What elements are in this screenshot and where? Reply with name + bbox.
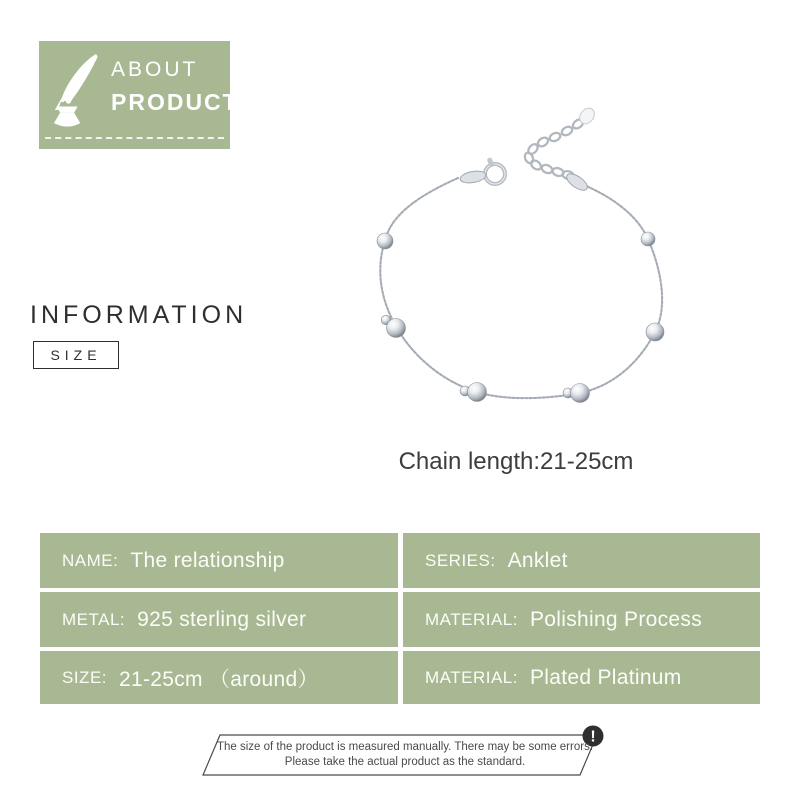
cell-value: 21-25cm （around） — [119, 667, 319, 691]
connector-left — [459, 169, 487, 184]
chain-loop — [380, 178, 662, 398]
chain-length-caption: Chain length:21-25cm — [398, 448, 634, 475]
table-cell-name — [40, 533, 398, 588]
cell-label: NAME: — [62, 550, 119, 570]
cell-value: 925 sterling silver — [137, 607, 307, 631]
quill-inkwell-icon — [47, 51, 103, 127]
table-cell-series — [403, 533, 760, 588]
disclaimer-text — [210, 740, 600, 770]
chain-beads — [377, 232, 664, 403]
about-product-badge — [39, 41, 239, 149]
badge-dashed-divider — [45, 137, 224, 139]
extender-tag — [577, 105, 598, 126]
cell-label: SIZE: — [62, 667, 108, 687]
connector-right — [564, 171, 590, 194]
table-cell-material-1 — [403, 592, 760, 647]
spec-table — [40, 533, 760, 704]
cell-label: SERIES: — [425, 550, 496, 570]
information-heading: INFORMATION — [30, 301, 248, 329]
cell-label: MATERIAL: — [425, 609, 518, 629]
product-photo-anklet — [230, 100, 700, 440]
cell-value: Polishing Process — [529, 607, 702, 631]
disclaimer-line-2: Please take the actual product as the standard. — [284, 756, 526, 768]
extender-chain — [523, 118, 584, 180]
clasp-spring-ring — [485, 157, 505, 184]
cell-label: METAL: — [62, 609, 126, 629]
cell-value: Plated Platinum — [529, 665, 682, 689]
disclaimer-line-1: The size of the product is measured manually. There may be some errors. — [216, 741, 594, 753]
cell-label: MATERIAL: — [425, 667, 518, 687]
exclamation-glyph: ! — [590, 728, 596, 746]
table-cell-size — [40, 651, 398, 704]
cell-value: The relationship — [130, 548, 285, 572]
badge-title-product: PRODUCT — [111, 89, 239, 115]
size-tag: SIZE — [33, 341, 119, 369]
table-cell-material-2 — [403, 651, 760, 704]
cell-value: Anklet — [507, 548, 568, 572]
badge-title-about: ABOUT — [111, 58, 199, 81]
table-cell-metal — [40, 592, 398, 647]
